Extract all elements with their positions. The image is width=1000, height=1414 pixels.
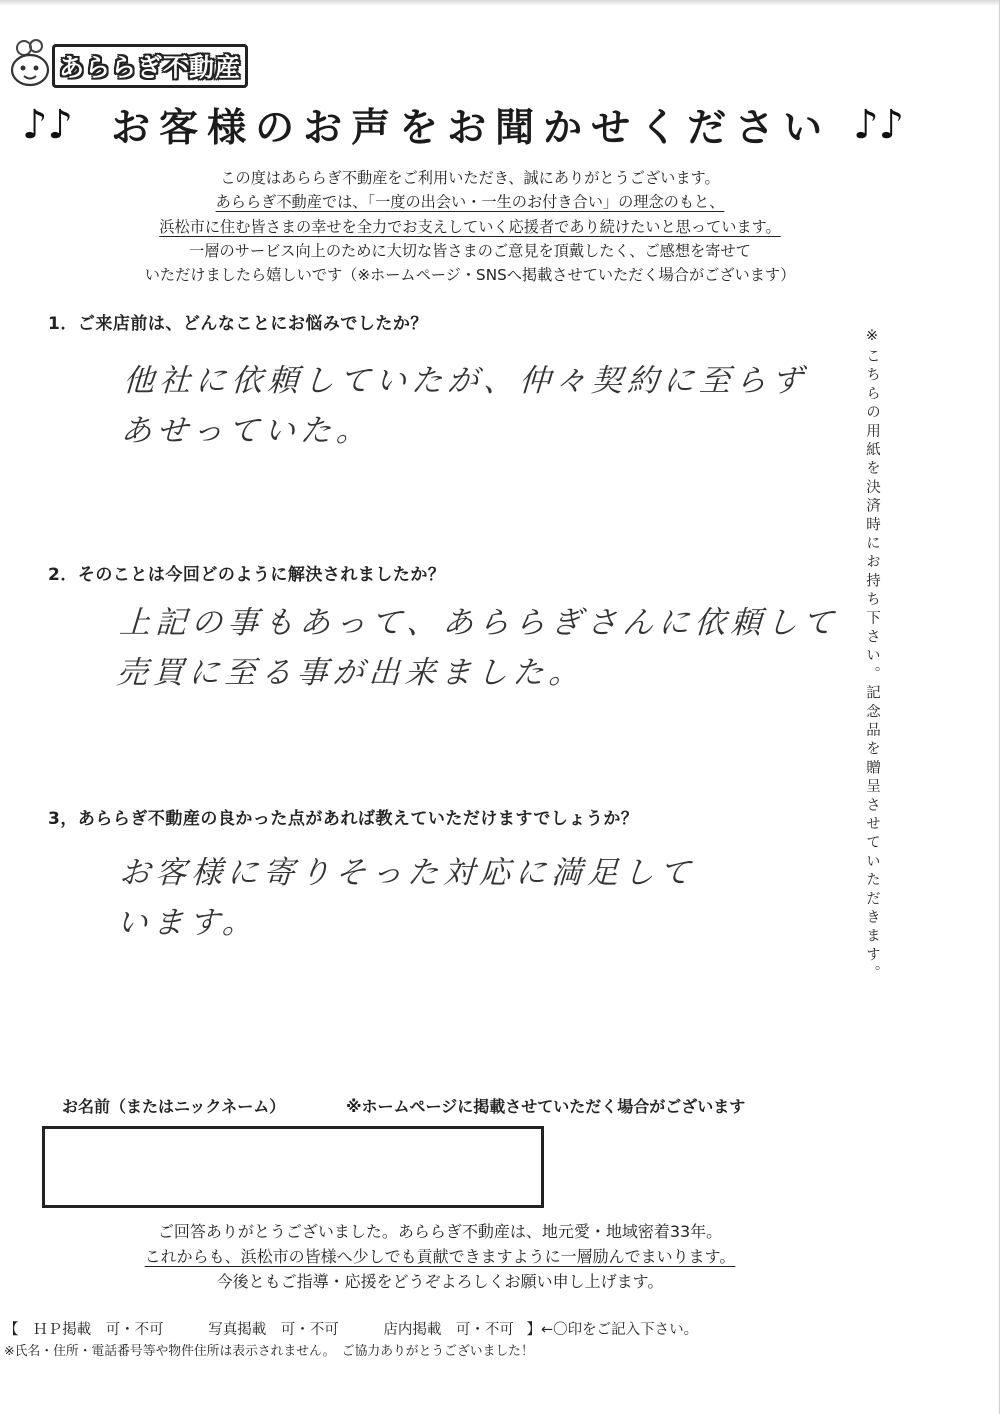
mascot-icon <box>6 38 58 90</box>
question-2: 2．そのことは今回どのように解決されましたか？ <box>48 565 446 585</box>
name-label: お名前（またはニックネーム） <box>62 1097 286 1116</box>
music-note-icon: ♪♪ <box>22 102 74 148</box>
closing-text <box>40 1219 840 1294</box>
question-1: 1．ご来店前は、どんなことにお悩みでしたか？ <box>48 314 428 334</box>
logo-text: あららぎ不動産 <box>58 53 241 82</box>
answer-2-line-2: 売買に至る事が出来ました。 <box>115 655 586 691</box>
side-note: ※こちらの用紙を決済時にお持ち下さい。記念品を贈呈させていただきます。 <box>864 328 880 984</box>
intro-line-5: いただけましたら嬉しいです（※ホームページ・SNSへ掲載させていただく場合がございます） <box>144 266 796 285</box>
scan-edge-right <box>987 0 1000 1414</box>
permission-hp[interactable]: ＨＰ掲載 可・不可 <box>33 1322 164 1338</box>
name-field[interactable] <box>42 1126 544 1208</box>
permission-photo[interactable]: 写真掲載 可・不可 <box>208 1322 339 1338</box>
intro-line-4: 一層のサービス向上のために大切な皆さまのご意見を頂戴したく、ご感想を寄せて <box>189 241 751 260</box>
intro-line-2: あららぎ不動産では、「一度の出会い・一生のお付き合い」の理念のもと、 <box>215 193 725 212</box>
intro-line-1: この度はあららぎ不動産をご利用いただき、誠にありがとうございます。 <box>220 169 720 187</box>
logo-badge <box>52 44 248 88</box>
permission-store[interactable]: 店内掲載 可・不可 <box>383 1322 514 1338</box>
permission-open-bracket: 【 <box>4 1322 19 1338</box>
question-3: 3，あららぎ不動産の良かった点があれば教えていただけますでしょうか？ <box>48 809 639 829</box>
company-logo <box>6 38 241 88</box>
answer-1-line-2: あせっていた。 <box>119 413 374 449</box>
title-row <box>22 95 922 155</box>
intro-text <box>40 166 900 287</box>
closing-line-1: ご回答ありがとうございました。あららぎ不動産は、地元愛・地域密着33年。 <box>157 1222 723 1241</box>
closing-line-3: 今後ともご指導・応援をどうぞよろしくお願い申し上げます。 <box>216 1272 664 1291</box>
permission-close-instruction: 】←〇印をご記入下さい。 <box>526 1322 699 1338</box>
footnote: ※氏名・住所・電話番号等や物件住所は表示されません。 ご協力ありがとうございました！ <box>4 1344 534 1359</box>
answer-3-line-2: います。 <box>115 905 260 941</box>
answer-2-line-1: 上記の事もあって、あららぎさんに依頼して <box>118 605 840 641</box>
answer-3-line-1: お客様に寄りそった対応に満足して <box>118 855 697 891</box>
name-note: ※ホームページに掲載させていただく場合がございます <box>346 1097 746 1116</box>
page-title: お客様のお声をお聞かせください <box>111 106 832 151</box>
answer-1-line-1: 他社に依頼していたが、仲々契約に至らず <box>122 363 809 399</box>
intro-line-3: 浜松市に住む皆さまの幸せを全力でお支えしていく応援者であり続けたいと思っています。 <box>159 217 781 236</box>
permission-row <box>4 1318 708 1339</box>
answer-2 <box>115 598 839 698</box>
answer-1 <box>119 356 808 456</box>
scan-edge-top <box>0 0 1000 6</box>
answer-3 <box>115 848 696 948</box>
music-note-icon: ♪♪ <box>853 102 905 148</box>
closing-line-2: これからも、浜松市の皆様へ少しでも貢献できますように一層励んでまいります。 <box>144 1247 736 1266</box>
